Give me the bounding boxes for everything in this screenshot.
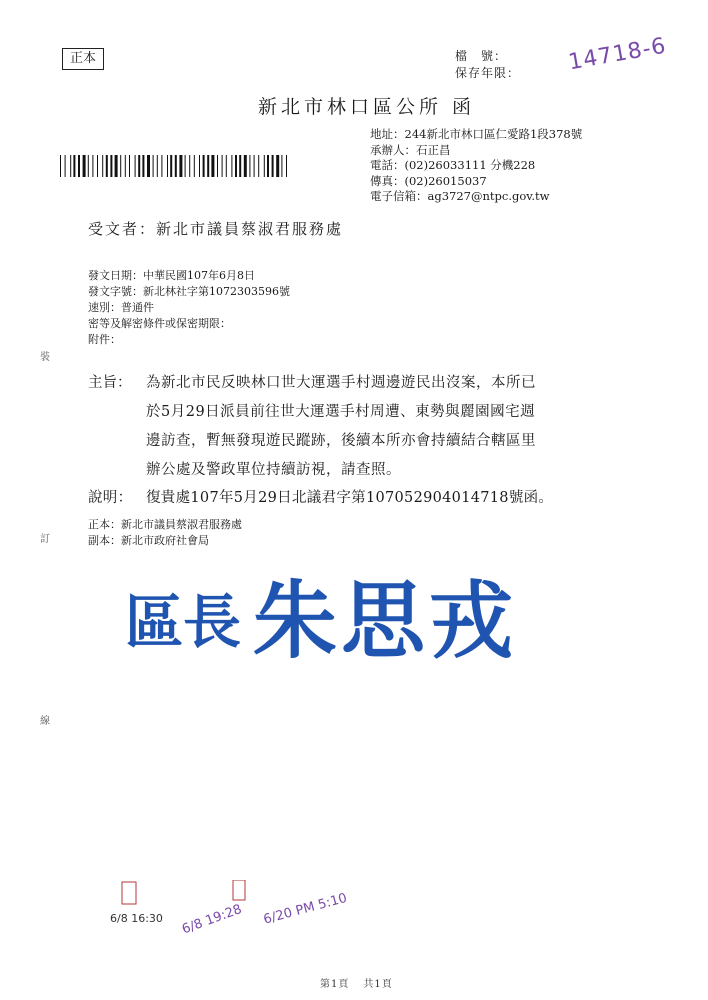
recipient-name: 新北市議員蔡淑君服務處	[156, 220, 344, 238]
meta-value: 中華民國107年6月8日	[143, 269, 255, 282]
handwritten-receipt-notes	[108, 880, 368, 960]
archive-number-label: 檔 號：	[455, 49, 508, 63]
copy-key: 副本：	[88, 534, 121, 547]
subject-section	[88, 369, 668, 485]
archive-info	[455, 48, 530, 82]
contact-block	[370, 127, 582, 205]
svg-text:6/8 16:30: 6/8 16:30	[110, 912, 163, 925]
meta-row	[88, 316, 290, 332]
subject-line: 於5月29日派員前往世大運選手村周遭、東勢與麗園國宅週	[146, 404, 536, 420]
page-total: 共1頁	[363, 979, 393, 990]
distribution-block	[88, 517, 242, 549]
handwritten-file-number: 14718-6	[566, 33, 669, 76]
document-title: 新北市林口區公所 函	[258, 96, 476, 118]
svg-text:區長: 區長	[125, 588, 242, 656]
copy-value: 新北市政府社會局	[121, 534, 209, 547]
meta-key: 發文日期：	[88, 269, 143, 282]
meta-row	[88, 332, 290, 348]
meta-value: 普通件	[121, 301, 154, 314]
explanation-text: 復貴處107年5月29日北議君字第107052904014718號函。	[146, 490, 554, 506]
meta-row	[88, 268, 290, 284]
meta-key: 附件：	[88, 333, 121, 346]
meta-row	[88, 300, 290, 316]
copy-key: 正本：	[88, 518, 121, 531]
subject-line: 邊訪查，暫無發現遊民蹤跡，後續本所亦會持續結合轄區里	[146, 433, 536, 449]
phone: 電話：(02)26033111 分機228	[370, 158, 536, 172]
meta-value: 新北林社字第1072303596號	[143, 285, 290, 298]
copy-row	[88, 517, 242, 533]
metadata-block	[88, 268, 290, 348]
fax: 傳真：(02)26015037	[370, 173, 487, 188]
meta-row	[88, 284, 290, 300]
svg-text:6/8 19:28: 6/8 19:28	[180, 901, 244, 938]
copy-type-label: 正本	[62, 48, 104, 70]
page-number: 第1頁	[320, 979, 350, 990]
subject-line: 辦公處及警政單位持續訪視，請查照。	[146, 462, 401, 478]
retention-label: 保存年限：	[455, 66, 521, 80]
subject-label: 主旨：	[88, 375, 132, 391]
binding-mark: 訂	[40, 534, 50, 545]
page-footer	[320, 975, 407, 990]
svg-text:6/20 PM 5:10: 6/20 PM 5:10	[261, 890, 349, 928]
binding-mark: 裝	[40, 352, 50, 363]
binding-mark: 線	[40, 716, 50, 727]
handler: 承辦人：石正昌	[370, 142, 451, 157]
explanation-label: 說明：	[88, 490, 133, 506]
svg-text:朱思戎: 朱思戎	[253, 571, 518, 670]
district-chief-seal	[125, 560, 520, 670]
meta-key: 發文字號：	[88, 285, 143, 298]
meta-key: 密等及解密條件或保密期限：	[88, 317, 231, 330]
recipient-label: 受文者：	[88, 220, 157, 238]
explanation-section	[88, 486, 553, 507]
barcode-image	[60, 155, 290, 177]
address: 地址：244新北市林口區仁愛路1段378號	[370, 127, 583, 141]
copy-row	[88, 533, 242, 549]
meta-key: 速別：	[88, 301, 121, 314]
recipient-line	[88, 218, 343, 239]
email: 電子信箱：ag3727@ntpc.gov.tw	[370, 189, 550, 203]
subject-line: 為新北市民反映林口世大運選手村週邊遊民出沒案，本所已	[146, 375, 536, 391]
copy-value: 新北市議員蔡淑君服務處	[121, 518, 242, 531]
